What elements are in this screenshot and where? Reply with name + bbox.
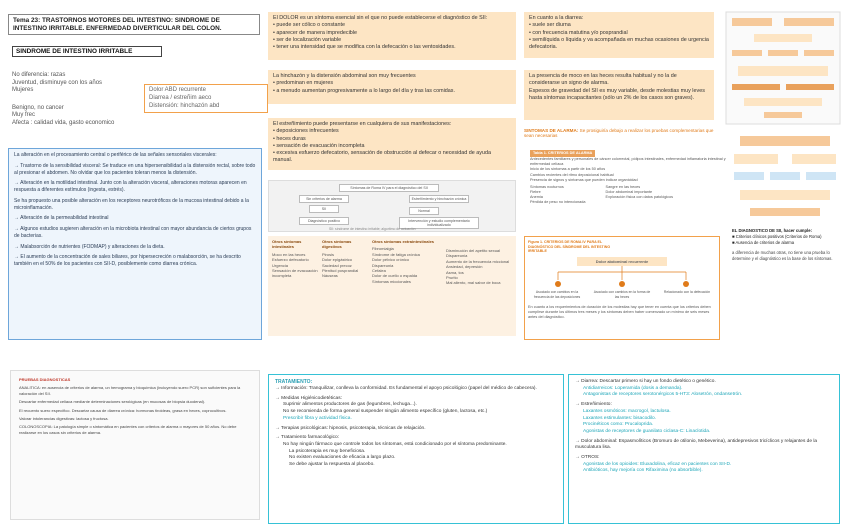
alarm-item: Cambios recientes del ritmo deposicional habitual <box>530 172 614 177</box>
pathophysiology-paragraph: → Alteración de la permeabilidad intestinal <box>14 215 109 222</box>
treatment-line: No existen evaluaciones de eficacia a largo plazo. <box>289 455 396 461</box>
pathophysiology-paragraph: → El aumento de la concentración de sales biliares, por hipersecreción o malabsorción, se ha descrito también en el 50% de los pacientes con SII-D, posiblemente como diarrea crónica. <box>14 254 241 267</box>
treatment-line: → Terapias psicológicas: hipnosis, psicoterapia, técnicas de relajación. <box>275 425 426 431</box>
alarm-note: Se prosiguiría debajo a realizar los pruebas complementarias que sean necesarias <box>524 128 714 138</box>
drug-line: → Estreñimiento: <box>575 402 612 408</box>
mucus-line: Espesos de gravedad del SII es muy variable, desde molestias muy leves hasta síntomas incapacitantes (sólo un 2% de los casos son graves). <box>529 87 705 101</box>
table-cell: Esfuerzo defecatorio <box>272 257 309 263</box>
figure-criterion: Asociado con cambios en la frecuencia de las deposiciones <box>533 290 581 299</box>
table-header: Otros síntomas digestivos <box>322 239 352 250</box>
table-cell: Dolor de cuello o espalda <box>372 273 418 279</box>
constipation-item: • deposiciones infrecuentes <box>273 128 511 135</box>
figure-criterion: Asociado con cambios en la forma de las heces <box>593 290 651 299</box>
table-cell: Dispareunia <box>372 262 394 268</box>
flow-node: Estreñimiento y hinchazón crónica <box>409 195 469 203</box>
symptom-line: Diarrea / estreñim aeco <box>149 94 212 101</box>
table-cell: Saciedad precoz <box>322 262 352 268</box>
constipation-item: • heces duras <box>273 136 511 143</box>
figure-center-node: Dolor abdominal recurrente <box>577 257 667 266</box>
pain-item: • aparecer de manera impredecible <box>273 30 511 37</box>
figure-title: Figura 1. CRITERIOS DE ROMA IV PARA EL DIAGNÓSTICO DEL SÍNDROME DEL INTESTINO IRRITABLE <box>528 240 611 254</box>
table-cell: Urgencia <box>272 262 289 268</box>
alarm-sign: Pérdida de peso no intencionada <box>530 200 586 205</box>
tests-paragraph: El recuento suero específico. Descartar causa de diarrea crónica: hormonas tiroideas, grasa en heces, coprocultivos. <box>19 407 227 413</box>
rome-algorithm-figure <box>268 180 516 232</box>
treatment-line: La psicoterapia es muy beneficiosa. <box>289 448 366 454</box>
diagnosis-criteria: EL DIAGNOSTICO DE SII, hacer cumple: ■ Criterios clínicos positivos (Criterios de Roma) ■ Ausencia de criterios de alarma a diferencia de muchas otras, no tiene una prueba lo determine y el diagnóstico es la base de los síntomas. <box>732 228 844 261</box>
table-cell: Asma, tos <box>446 269 464 275</box>
other-symptoms-table <box>268 236 516 336</box>
figure-caption: SII: síndrome de intestino irritable; algoritmo de actuación <box>329 227 416 231</box>
diagnosis-item: Criterios clínicos positivos (Criterios de Roma) <box>735 233 822 239</box>
drug-line: Procinéticos como: Prucaloprida. <box>583 422 654 428</box>
table-cell: Plenitud posprandial <box>322 267 359 273</box>
table-cell: Aumento de la frecuencia miccional <box>446 258 510 264</box>
alarm-item: Inicio de los síntomas a partir de los 50 años <box>530 167 606 172</box>
pathophysiology-paragraph: → Algunos estudios sugieren alteración en la microbiota intestinal con mayor abundancia de ciertos grupos de bacterias. <box>14 226 252 239</box>
treatment-line: Prescribir fibra y actividad física. <box>283 415 352 421</box>
pathophysiology-paragraph: → Alteración en la motilidad intestinal. Junto con la alteración visceral, alteraciones motoras aparecen en respuesta a diferentes estímulos (ingesta, estrés). <box>14 180 247 193</box>
table-cell: Pirosis <box>322 251 335 257</box>
figure-caption: En cuanto a los requerimientos de duración de los molestias hay que tener en cuenta que los criterios deben cumplirse durante los últimos tres meses y los síntomas deben haber comenzado un mínimo de seis meses antes del diagnóstico. <box>528 305 711 320</box>
epi-line: Benigno, no cancer <box>12 104 64 111</box>
alarm-sign: Sangre en las heces <box>605 184 641 189</box>
tests-paragraph: Valorar intolerancias digestivas: lactosa y fructosa. <box>19 415 109 421</box>
page-title: Tema 23: TRASTORNOS MOTORES DEL INTESTINO: SINDROME DE INTESTINO IRRITABLE. ENFERMEDAD DIVERTICULAR DEL COLON. <box>8 14 260 35</box>
alarm-title: SINTOMAS DE ALARMA: <box>524 128 579 133</box>
alarm-item: Antecedentes familiares y personales de cáncer colorrectal, pólipos intestinales, enfermedad inflamatoria intestinal y enfermedad celíaca <box>530 157 726 167</box>
treatment-line: No se recomienda de forma general suspender ningún alimento específico (gluten, lactosa, etc.) <box>283 409 488 415</box>
epi-line: Mujeres <box>12 87 34 93</box>
section-title: SINDROME DE INTESTINO IRRITABLE <box>12 46 162 57</box>
table-header: Otros síntomas intestinales <box>272 239 302 250</box>
tests-heading: PRUEBAS DIAGNOSTICAS <box>19 377 71 382</box>
epidemiology-list <box>12 72 152 127</box>
alarm-table <box>530 150 730 230</box>
flow-node: Intervención y estudio complementario individualizado <box>399 217 479 229</box>
table-cell: Disminución del apetito sexual <box>446 248 501 253</box>
symptom-line: Dolor ABD recurrente <box>149 87 207 93</box>
epi-line: Juventud, disminuye con los años <box>12 79 103 86</box>
drug-line: Antidiarreicos: Loperamida (dosis a demanda). <box>583 385 683 391</box>
pathophysiology-paragraph: → Malabsorción de nutrientes (FODMAP) y alteraciones de la dieta. <box>14 243 165 250</box>
treatment-line: → Información: Tranquilizar, conlleva la conformidad. Es fundamental el apoyo psicológico (papel del médico de cabecera). <box>275 386 537 391</box>
constipation-box <box>268 118 516 170</box>
table-cell: Moco en las heces <box>272 251 306 257</box>
treatment-heading: TRATAMIENTO: <box>275 379 313 385</box>
drug-treatment-box <box>568 374 840 524</box>
diarrhea-item: • semilíquida o líquida y va acompañada en muchas ocasiones de urgencia defecatoria. <box>529 37 709 52</box>
bloating-item: • predominan en mujeres <box>273 80 511 87</box>
drug-line: → Diarrea: Descartar primero si hay un fondo dietético o genético. <box>575 379 716 384</box>
diagram-graphic <box>724 10 842 126</box>
epi-line: Muy frec <box>12 112 36 118</box>
pain-item: • tener una intensidad que se modifica con la defecación o las ventosidades. <box>273 44 511 51</box>
pathophysiology-panel <box>8 148 262 340</box>
treatment-box <box>268 374 564 524</box>
rome-iv-figure <box>524 236 720 340</box>
treatment-line: Suprimir alimentos productores de gas (legumbres, lechuga...). <box>283 402 417 408</box>
treatment-line: → Tratamiento farmacológico: <box>275 435 339 441</box>
bloating-item: • a menudo aumentan progresivamente a lo largo del día y tras las comidas. <box>273 88 511 95</box>
flowchart-thumbnail <box>730 132 840 222</box>
diarrhea-box <box>524 12 714 58</box>
treatment-line: No hay ningún fármaco que controle todos los síntomas, está condicionado por el síntoma predominante. <box>283 441 507 447</box>
alarm-heading <box>524 128 724 138</box>
tests-paragraph: COLONOSCOPIA: La patología simple o sintomática en pacientes con criterios de alarma o mayores de 50 años. No debe realizarse en los casos sin criterios de alarma. <box>19 424 237 435</box>
pathophysiology-paragraph: Se ha propuesto una posible alteración en los receptores neurotróficos de la mucosa intestinal debido a la microinflamación. <box>14 197 249 211</box>
flow-node: SII <box>309 205 339 213</box>
alarm-sign: Síntomas nocturnos <box>530 184 564 189</box>
treatment-line: → Medidas Higiénicodietéticas: <box>275 395 342 401</box>
table-cell: Fibromialgia <box>372 246 394 252</box>
symptoms-box <box>144 84 268 113</box>
drug-line: → Dolor abdominal: Espasmolíticos (Bromuro de otilonio, Mebeverina), antidepresivos tricíclicos y relajantes de la musculatura lisa. <box>575 438 818 451</box>
flow-node: Sin criterios de alarma <box>299 195 349 203</box>
pain-item: • puede ser cólico o constante <box>273 22 511 29</box>
drug-line: Laxantes estimulantes: bisacodilo. <box>583 415 657 421</box>
figure-connectors <box>528 266 716 290</box>
table-cell: Cefalea <box>372 267 386 273</box>
tests-paragraph: ANALITICA: en ausencia de criterios de alarma, un hemograma y bioquímica (incluyendo suero PCR) son suficientes para la valoración del SII. <box>19 385 241 396</box>
drug-line: Agonistas de los opioides: Eluxadolina, eficaz en pacientes con SII-D. <box>583 461 732 467</box>
flow-node: Normal <box>409 207 439 215</box>
treatment-line: Se debe ajustar la respuesta al placebo. <box>289 462 375 468</box>
pain-box <box>268 12 516 60</box>
mucus-line: La presencia de moco en las heces resulta habitual y no la de considerarse un signo de alarma. <box>529 73 677 87</box>
figure-criterion: Relacionado con la defecación <box>663 290 711 295</box>
table-cell: Dolor epigástrico <box>322 257 353 263</box>
constipation-item: • sensación de evacuación incompleta <box>273 143 511 150</box>
drug-line: Antibióticos, hay mejoría con Rifaximina (no absorbible). <box>583 468 703 474</box>
table-cell: Prurito <box>446 274 458 280</box>
epi-line: Afecta : calidad vida, gasto economico <box>12 119 115 126</box>
diagnosis-heading: EL DIAGNOSTICO DE SII, hacer cumple: <box>732 228 812 233</box>
table-cell: Sensación de evacuación incompleta <box>272 267 318 279</box>
table-cell: Mal aliento, mal sabor de boca <box>446 280 501 286</box>
drug-line: → OTROS: <box>575 455 600 461</box>
tests-paragraph: Descartar enfermedad celiaca mediante determinaciones serológicas (en mucosas de biopsia duodenal). <box>19 399 206 405</box>
bloating-box <box>268 70 516 104</box>
drug-line: Agonistas de receptores de guanilato ciclasa-C: Linaclotida. <box>583 428 711 434</box>
pain-intro: El DOLOR es un síntoma esencial sin el que no puede establecerse el diagnóstico de SII: <box>273 15 488 21</box>
pathophysiology-paragraph: La alteración en el procesamiento central o periférico de las señales sensoriales viscerales: <box>14 152 217 158</box>
epi-line: No diferencia: razas <box>12 72 66 78</box>
flow-node: Diagnóstico positivo <box>299 217 349 225</box>
diarrhea-item: • con frecuencia matutina y/o posprandial <box>529 30 709 37</box>
drug-line: Antagonistas de receptores serotonérgicos 5-HT3: Alosetrón, ondansetrón. <box>583 392 743 398</box>
bloating-intro: La hinchazón y la distensión abdominal son muy frecuentes <box>273 73 416 79</box>
alarm-sign: Exploración física con datos patológicos <box>605 195 674 199</box>
constipation-item: • excesiva esfuerzo defecatorio, sensación de obstrucción al defecar o necesidad de ayuda manual. <box>273 150 511 165</box>
diarrhea-item: • suele ser diurna <box>529 22 709 29</box>
flowchart-graphic <box>730 132 840 222</box>
symptom-line: Distensión: hinchazón abd <box>149 102 220 109</box>
table-header: Otros síntomas extraintestinales <box>372 239 435 244</box>
diagnosis-note: a diferencia de muchas otras, no tiene una prueba lo determine y el diagnóstico es la base de los síntomas. <box>732 249 833 261</box>
alarm-sign: Dolor abdominal importante <box>605 189 653 194</box>
anatomy-diagram <box>724 10 842 126</box>
drug-line: Laxantes osmóticos: macrogol, lactulosa. <box>583 408 671 414</box>
pathophysiology-paragraph: → Trastorno de la sensibilidad visceral: Se traduce en una hipersensibilidad a la distensión rectal, sobre todo al presionar el abdomen. No olvidar que los pacientes toleran menos la distensión. <box>14 162 256 176</box>
diagnostic-tests-page <box>10 370 260 520</box>
alarm-table-title: Tabla 1. CRITERIOS DE ALARMA <box>530 150 595 157</box>
alarm-sign: Fiebre <box>530 189 541 194</box>
table-cell: Náuseas <box>322 273 338 279</box>
diagnosis-item: Ausencia de criterios de alarma <box>735 239 795 245</box>
table-cell: Dispareunia <box>446 253 468 259</box>
table-cell: Síntomas miccionales <box>372 278 411 284</box>
constipation-intro: El estreñimiento puede presentarse en cualquiera de sus manifestaciones: <box>273 121 452 127</box>
figure-title: Síntomas de Roma IV para el diagnóstico del SII <box>339 184 439 192</box>
mucus-box <box>524 70 714 120</box>
alarm-sign: Anemia <box>530 195 543 199</box>
table-cell: Dolor pélvico crónico <box>372 257 410 263</box>
table-cell: Ansiedad, depresión <box>446 264 483 270</box>
diarrhea-intro: En cuanto a la diarrea: <box>529 15 584 21</box>
pain-item: • ser de localización variable <box>273 37 511 44</box>
table-cell: Síndrome de fatiga crónica <box>372 251 420 257</box>
alarm-item: Presencia de signos y síntomas que pueden indicar organicidad <box>530 177 638 182</box>
